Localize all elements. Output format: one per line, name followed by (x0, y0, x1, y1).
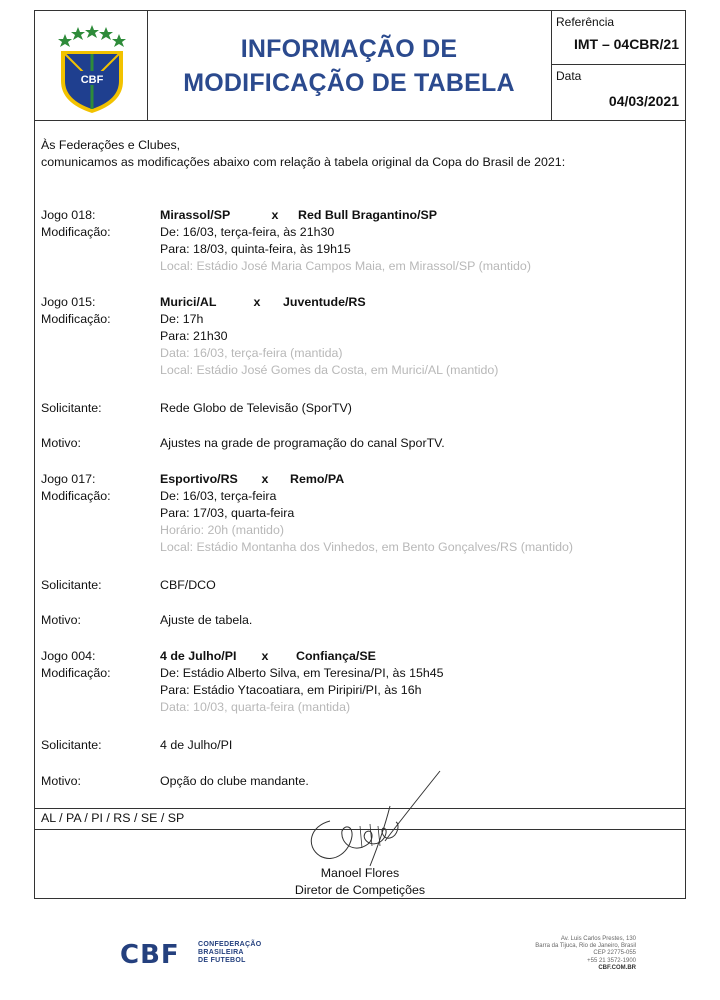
date-box (551, 65, 685, 120)
versus-mark: x (271, 208, 279, 222)
away-team: Red Bull Bragantino/SP (298, 208, 438, 222)
footer-cbf-logo: CBF (120, 940, 180, 970)
kept-line: Data: 10/03, quarta-feira (mantida) (160, 700, 351, 714)
change-line: Para: 21h30 (160, 329, 228, 343)
versus-mark: x (261, 649, 269, 663)
modification-label: Modificação: (41, 312, 111, 326)
modification-label: Modificação: (41, 225, 111, 239)
reference-value: IMT – 04CBR/21 (573, 36, 679, 52)
game-teams (160, 207, 437, 225)
document-frame (34, 10, 686, 899)
away-team: Confiança/SE (296, 649, 376, 663)
intro-text: comunicamos as modificações abaixo com relação à tabela original da Copa do Brasil de 2021: (41, 155, 566, 169)
change-line: De: Estádio Alberto Silva, em Teresina/PI, às 15h45 (160, 666, 444, 680)
crest-text: CBF (80, 74, 104, 86)
requester-label: Solicitante: (41, 738, 102, 752)
kept-line: Local: Estádio Montanha dos Vinhedos, em Bento Gonçalves/RS (mantido) (160, 540, 574, 554)
reference-label: Referência (556, 15, 615, 29)
crest-cell (35, 11, 148, 120)
change-line: De: 17h (160, 312, 204, 326)
home-team: Esportivo/RS (160, 472, 238, 486)
footer-org-line: BRASILEIRA (198, 949, 244, 956)
website-link[interactable]: CBF.COM.BR (598, 964, 636, 971)
kept-line: Local: Estádio José Maria Campos Maia, em Mirassol/SP (mantido) (160, 259, 531, 273)
doc-title-line2: MODIFICAÇÃO DE TABELA (183, 68, 515, 97)
requester-label: Solicitante: (41, 578, 102, 592)
change-line: De: 16/03, terça-feira (160, 489, 277, 503)
home-team: Murici/AL (160, 295, 217, 309)
requester-value: Rede Globo de Televisão (SporTV) (160, 401, 352, 415)
game-teams (160, 294, 366, 312)
signatory-role: Diretor de Competições (294, 883, 426, 897)
kept-line: Horário: 20h (mantido) (160, 523, 284, 537)
address-line: Barra da Tijuca, Rio de Janeiro, Brasil (535, 943, 636, 950)
signature-icon (290, 766, 470, 876)
home-team: 4 de Julho/PI (160, 649, 237, 663)
reason-value: Opção do clube mandante. (160, 774, 309, 788)
change-line: De: 16/03, terça-feira, às 21h30 (160, 225, 335, 239)
modification-label: Modificação: (41, 489, 111, 503)
kept-line: Data: 16/03, terça-feira (mantida) (160, 346, 343, 360)
title-cell (147, 11, 552, 120)
reference-cell (551, 11, 685, 120)
intro-greeting: Às Federações e Clubes, (41, 138, 181, 152)
game-teams (160, 471, 344, 489)
reference-box (551, 11, 685, 65)
kept-line: Local: Estádio José Gomes da Costa, em Murici/AL (mantido) (160, 363, 499, 377)
cbf-crest-icon (35, 11, 147, 120)
change-line: Para: 17/03, quarta-feira (160, 506, 295, 520)
doc-title-line1: INFORMAÇÃO DE (240, 34, 458, 63)
game-label: Jogo 017: (41, 472, 96, 486)
footer-org-name (198, 941, 262, 965)
game-teams (160, 648, 376, 666)
game-label: Jogo 015: (41, 295, 96, 309)
reason-label: Motivo: (41, 436, 81, 450)
states-list: AL / PA / PI / RS / SE / SP (41, 811, 185, 825)
reason-label: Motivo: (41, 613, 81, 627)
reason-value: Ajustes na grade de programação do canal SporTV. (160, 436, 445, 450)
home-team: Mirassol/SP (160, 208, 231, 222)
address-line: CEP 22775-055 (593, 950, 636, 957)
footer-org-line: CONFEDERAÇÃO (198, 941, 262, 948)
versus-mark: x (253, 295, 261, 309)
change-line: Para: 18/03, quinta-feira, às 19h15 (160, 242, 351, 256)
game-label: Jogo 018: (41, 208, 96, 222)
requester-value: 4 de Julho/PI (160, 738, 233, 752)
change-line: Para: Estádio Ytacoatiara, em Piripiri/PI, às 16h (160, 683, 422, 697)
header-row (35, 11, 685, 121)
address-line: +55 21 3572-1900 (587, 957, 636, 964)
away-team: Juventude/RS (283, 295, 366, 309)
modification-label: Modificação: (41, 666, 111, 680)
reason-label: Motivo: (41, 774, 81, 788)
date-value: 04/03/2021 (608, 93, 679, 109)
reason-value: Ajuste de tabela. (160, 613, 253, 627)
signatory-name: Manoel Flores (320, 866, 400, 880)
requester-value: CBF/DCO (160, 578, 216, 592)
away-team: Remo/PA (290, 472, 345, 486)
address-line: Av. Luis Carlos Prestes, 130 (560, 936, 636, 942)
versus-mark: x (261, 472, 269, 486)
date-label: Data (556, 69, 582, 83)
footer-address (535, 936, 636, 972)
requester-label: Solicitante: (41, 401, 102, 415)
footer-org-line: DE FUTEBOL (198, 957, 246, 964)
game-label: Jogo 004: (41, 649, 96, 663)
